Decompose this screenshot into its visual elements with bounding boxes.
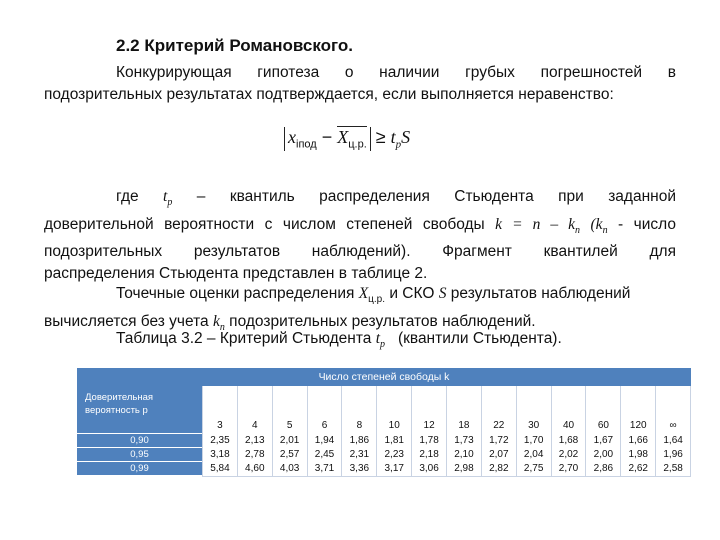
slide-title: 2.2 Критерий Романовского. [116,36,354,55]
table-caption [116,330,562,350]
X-symbol: X [358,285,369,302]
table-column-header-row [77,386,691,434]
table-cell: 2,04 [516,448,551,462]
word: наличии [379,64,440,81]
table-cell: 1,66 [620,434,655,448]
table-cell: 4,03 [272,462,307,476]
S-symbol: S [438,285,447,302]
table-cell: 2,78 [237,448,272,462]
table-cell: 3,06 [411,462,446,476]
table-cell: 2,98 [446,462,481,476]
table-cell: 2,45 [307,448,342,462]
row-values [202,448,691,462]
text: и СКО [389,285,435,302]
column-header-cell: 3 [202,386,237,434]
table-cell: 2,35 [202,434,237,448]
column-header-cell: 18 [446,386,481,434]
table-cell: 4,60 [237,462,272,476]
table-row [77,434,691,448]
formula-t-sub: p [395,138,402,151]
caption-text: Таблица 3.2 – Критерий Стьюдента [116,330,372,347]
table-cell: 1,67 [585,434,620,448]
formula-x: x [288,127,296,147]
text: доверительной вероятности с числом степеней свободы [44,215,485,233]
table-cell: 1,81 [376,434,411,448]
table-cell: 2,02 [551,448,586,462]
table-cell: 1,70 [516,434,551,448]
word: гипотеза [257,64,320,81]
column-header-cell: 40 [551,386,586,434]
estimates-line-1 [44,283,676,311]
table-cell: 5,84 [202,462,237,476]
column-header-cell: 30 [516,386,551,434]
paragraph-quantile [44,186,676,284]
table-body [77,434,691,477]
k-sub: n [219,321,225,333]
table-cell: 3,71 [307,462,342,476]
table-cell: 1,96 [655,448,691,462]
tp-sub: p [167,197,173,209]
column-header-cell: 4 [237,386,272,434]
formula-geq: ≥ [370,127,391,147]
quantile-line-2 [44,214,676,242]
column-header-cell: 8 [341,386,376,434]
row-label-header: Доверительная вероятность p [77,386,202,434]
X-sub: ц.р. [368,294,386,306]
table-cell: 1,73 [446,434,481,448]
text: – квантиль распределения Стьюдента при заданной [196,188,676,205]
column-header-cell: 22 [481,386,516,434]
word: в [667,64,676,81]
table-cell: 1,78 [411,434,446,448]
table-cell: 2,75 [516,462,551,476]
text: подозрительных результатов наблюдений. [229,312,536,330]
word: Конкурирующая [116,64,232,81]
row-values [202,434,691,448]
k-symbol: k [212,312,220,330]
column-headers [202,386,691,434]
table-cell: 1,86 [341,434,376,448]
column-header-cell: 10 [376,386,411,434]
table-cell: 2,01 [272,434,307,448]
column-header-cell: ∞ [655,386,691,434]
table-cell: 2,82 [481,462,516,476]
kn-sub: n [602,224,608,236]
caption-t-sub: p [380,339,386,351]
table-cell: 2,10 [446,448,481,462]
text: - число [618,215,676,233]
column-header-cell: 5 [272,386,307,434]
student-quantile-table [77,368,691,477]
table-row [77,448,691,462]
kn-open: (k [590,215,603,233]
table-cell: 2,62 [620,462,655,476]
table-cell: 2,23 [376,448,411,462]
hypothesis-line-1 [44,62,676,84]
table-cell: 2,57 [272,448,307,462]
table-cell: 2,58 [655,462,691,476]
paragraph-hypothesis [44,62,676,105]
table-cell: 2,00 [585,448,620,462]
hypothesis-line-2: подозрительных результатах подтверждается, если выполняется неравенство: [44,85,614,103]
text: вычисляется без учета [44,312,209,330]
table-cell: 2,07 [481,448,516,462]
word: грубых [465,64,515,81]
table-cell: 1,64 [655,434,691,448]
k-sub: n [575,224,581,236]
absolute-value [284,127,371,151]
caption-t: t [375,330,381,347]
quantile-line-3: подозрительных результатов наблюдений). Фрагмент квантилей для [44,243,676,261]
word: о [344,64,354,81]
table-cell: 2,70 [551,462,586,476]
column-header-cell: 6 [307,386,342,434]
column-header-cell: 120 [620,386,655,434]
table-cell: 1,68 [551,434,586,448]
table-cell: 2,18 [411,448,446,462]
text: результатов наблюдений [450,285,631,302]
quantile-line-1 [44,186,676,214]
table-row [77,462,691,477]
table-cell: 1,94 [307,434,342,448]
caption-text: (квантили Стьюдента). [397,330,562,347]
table-cell: 3,17 [376,462,411,476]
text: Точечные оценки распределения [116,285,355,302]
formula-S: S [401,127,411,147]
row-probability-label: 0,99 [77,462,202,476]
k-equation: k = n – k [495,215,576,233]
text: где [116,188,139,205]
row-values [202,462,691,477]
word: погрешностей [540,64,643,81]
table-cell: 2,13 [237,434,272,448]
quantile-line-4: распределения Стьюдента представлен в таблице 2. [44,264,428,282]
column-header-cell: 60 [585,386,620,434]
formula-X: X [337,127,349,147]
table-cell: 1,98 [620,448,655,462]
table-cell: 3,36 [341,462,376,476]
tp-symbol: t [163,188,168,205]
column-header-cell: 12 [411,386,446,434]
table-header-degrees-of-freedom: Число степеней свободы k [77,368,691,386]
formula-X-sub: ц.р. [348,138,367,151]
formula-minus: − [316,127,338,147]
table-cell: 3,18 [202,448,237,462]
table-cell: 2,31 [341,448,376,462]
table-cell: 1,72 [481,434,516,448]
table-cell: 2,86 [585,462,620,476]
formula-x-sub: iпод [296,138,317,151]
romanovsky-inequality [284,127,410,151]
row-probability-label: 0,95 [77,448,202,462]
row-probability-label: 0,90 [77,434,202,448]
formula-t: t [390,127,396,147]
